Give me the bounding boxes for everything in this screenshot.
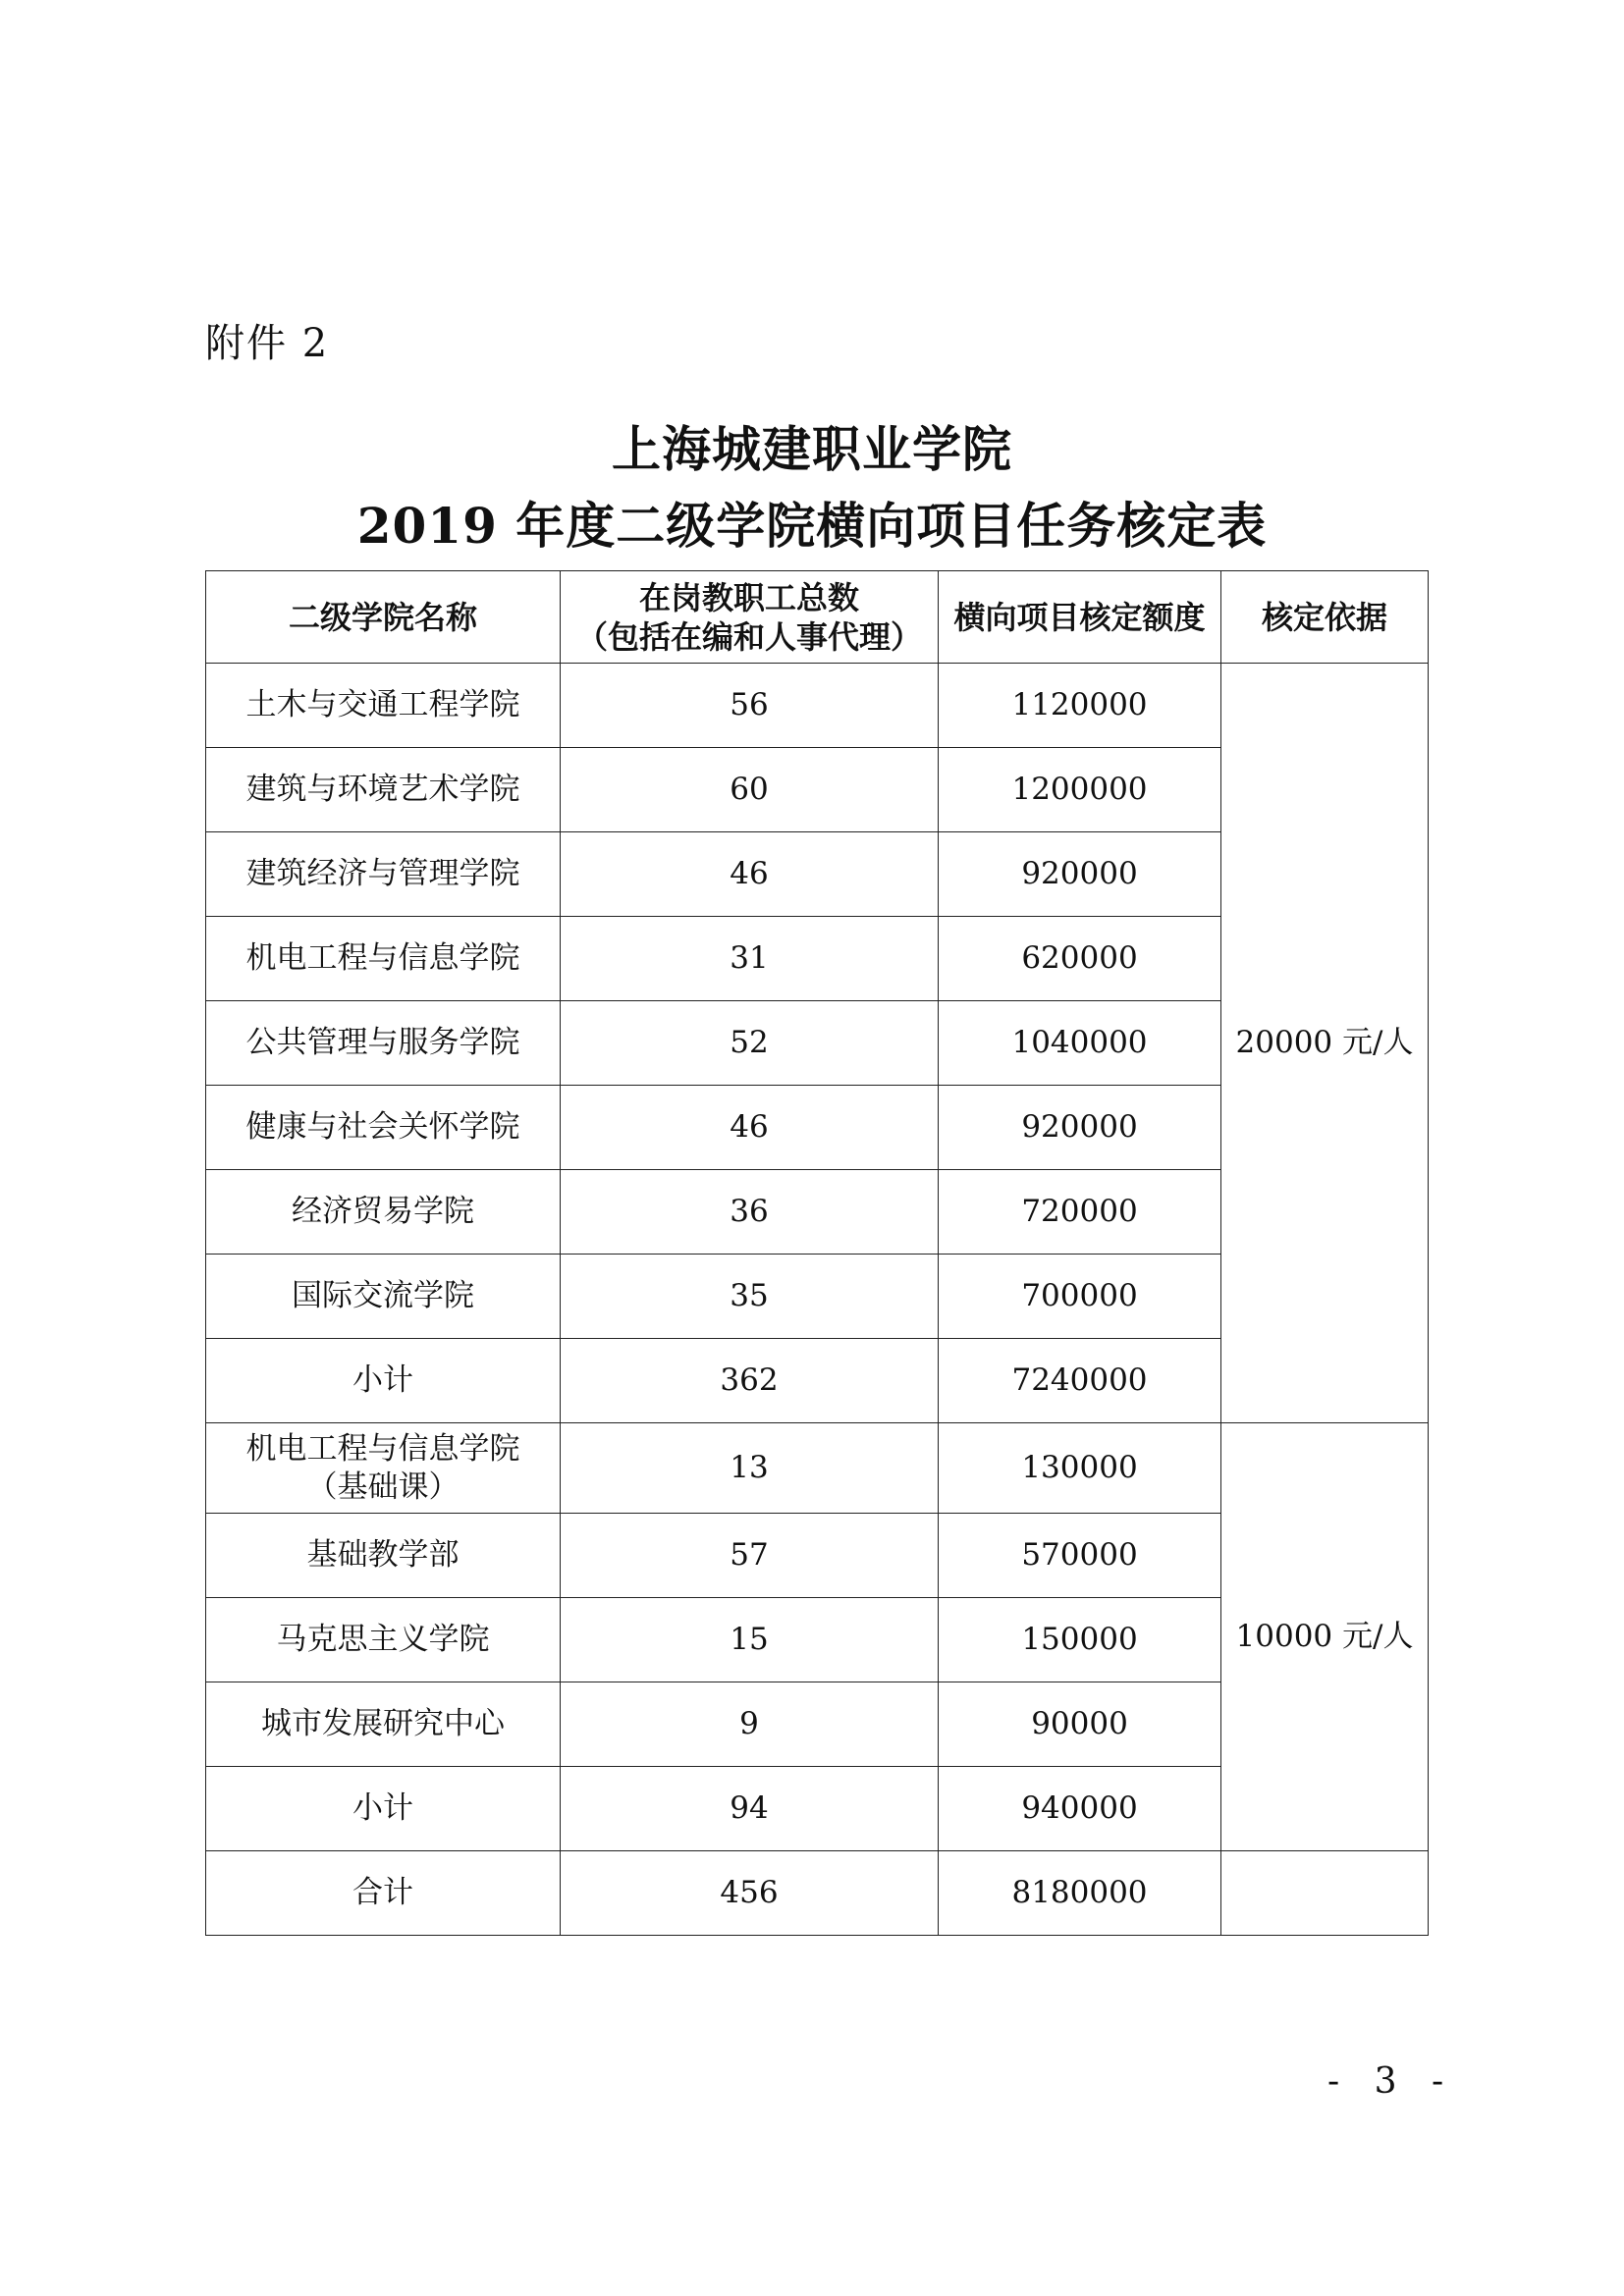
- college-name: [206, 1423, 561, 1514]
- staff-count: 57: [561, 1514, 939, 1598]
- quota-amount: 1200000: [939, 748, 1221, 832]
- subtotal-label: 小计: [206, 1339, 561, 1423]
- total-quota: 8180000: [939, 1851, 1221, 1936]
- quota-amount: 700000: [939, 1255, 1221, 1339]
- header-staff-line1: 在岗教职工总数: [638, 578, 859, 616]
- quota-amount: 570000: [939, 1514, 1221, 1598]
- college-name: 建筑与环境艺术学院: [206, 748, 561, 832]
- quota-amount: 720000: [939, 1170, 1221, 1255]
- document-subtitle: 2019 年度二级学院横向项目任务核定表: [356, 497, 1268, 555]
- college-name: 基础教学部: [206, 1514, 561, 1598]
- staff-count: 36: [561, 1170, 939, 1255]
- quota-amount: 940000: [939, 1767, 1221, 1851]
- attachment-label: 附件 2: [205, 321, 330, 366]
- quota-amount: 620000: [939, 917, 1221, 1001]
- staff-count: 46: [561, 1086, 939, 1170]
- college-name: 土木与交通工程学院: [206, 664, 561, 748]
- header-college: 二级学院名称: [206, 571, 561, 664]
- college-name: 机电工程与信息学院: [206, 917, 561, 1001]
- quota-amount: 150000: [939, 1598, 1221, 1682]
- college-name-line2: （基础课）: [306, 1468, 460, 1505]
- total-staff: 456: [561, 1851, 939, 1936]
- staff-count: 9: [561, 1682, 939, 1767]
- staff-count: 60: [561, 748, 939, 832]
- basis-group2: 10000 元/人: [1221, 1423, 1429, 1851]
- college-name: 健康与社会关怀学院: [206, 1086, 561, 1170]
- quota-amount: 7240000: [939, 1339, 1221, 1423]
- table-row: [206, 1423, 1429, 1514]
- staff-count: 56: [561, 664, 939, 748]
- staff-count: 31: [561, 917, 939, 1001]
- staff-count: 94: [561, 1767, 939, 1851]
- staff-count: 52: [561, 1001, 939, 1086]
- staff-count: 362: [561, 1339, 939, 1423]
- header-basis: 核定依据: [1221, 571, 1429, 664]
- header-staff-line2: （包括在编和人事代理）: [575, 617, 922, 656]
- header-quota: 横向项目核定额度: [939, 571, 1221, 664]
- staff-count: 13: [561, 1423, 939, 1514]
- total-label: 合计: [206, 1851, 561, 1936]
- subtotal-label: 小计: [206, 1767, 561, 1851]
- staff-count: 46: [561, 832, 939, 917]
- quota-amount: 920000: [939, 832, 1221, 917]
- quota-amount: 920000: [939, 1086, 1221, 1170]
- quota-amount: 1120000: [939, 664, 1221, 748]
- college-name: 建筑经济与管理学院: [206, 832, 561, 917]
- college-name: 国际交流学院: [206, 1255, 561, 1339]
- staff-count: 35: [561, 1255, 939, 1339]
- college-name: 马克思主义学院: [206, 1598, 561, 1682]
- document-title: 上海城建职业学院: [612, 420, 1012, 478]
- college-name-line1: 机电工程与信息学院: [245, 1430, 520, 1467]
- total-basis: [1221, 1851, 1429, 1936]
- college-name: 公共管理与服务学院: [206, 1001, 561, 1086]
- total-row: [206, 1851, 1429, 1936]
- page-number: - 3 -: [1327, 2061, 1456, 2102]
- college-name: 城市发展研究中心: [206, 1682, 561, 1767]
- table-header-row: [206, 571, 1429, 664]
- quota-amount: 130000: [939, 1423, 1221, 1514]
- quota-amount: 90000: [939, 1682, 1221, 1767]
- college-name: 经济贸易学院: [206, 1170, 561, 1255]
- header-staff: [561, 571, 939, 664]
- staff-count: 15: [561, 1598, 939, 1682]
- quota-table: [205, 570, 1429, 1936]
- table-row: [206, 664, 1429, 748]
- basis-group1: 20000 元/人: [1221, 664, 1429, 1423]
- quota-amount: 1040000: [939, 1001, 1221, 1086]
